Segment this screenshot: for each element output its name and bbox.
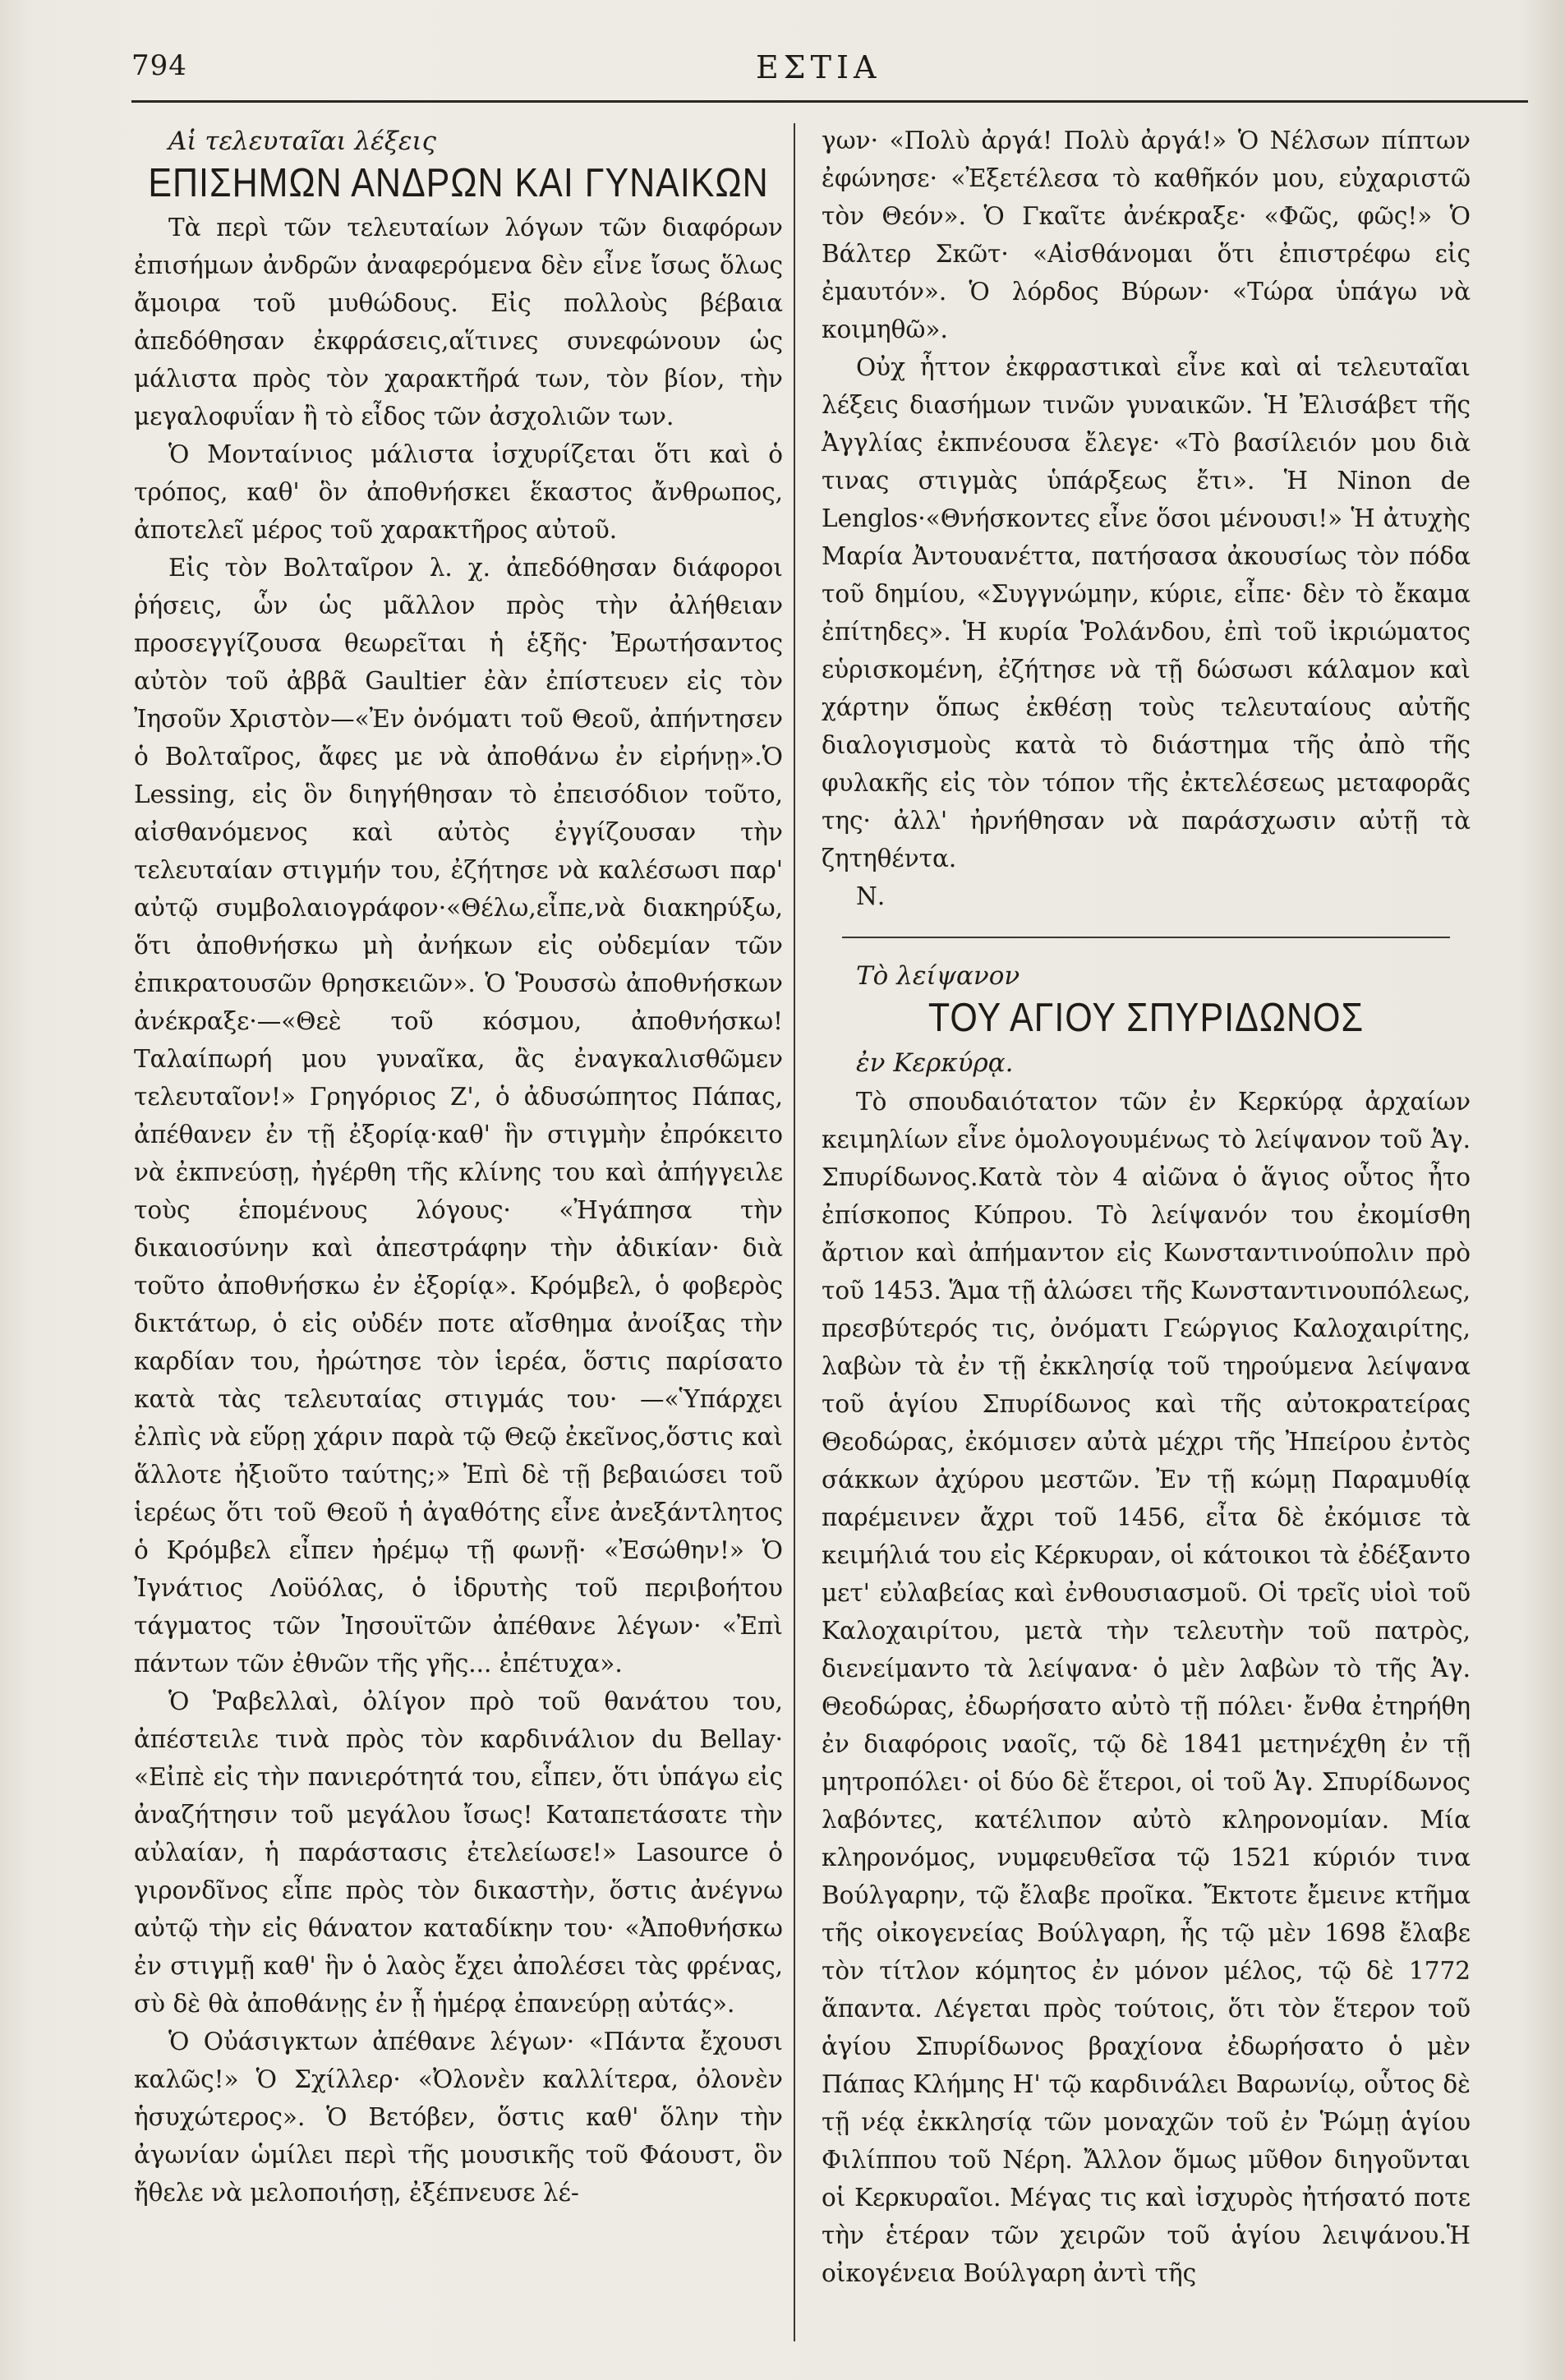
running-title: ΕΣΤΙΑ — [756, 49, 881, 85]
article-separator — [842, 937, 1450, 938]
article-title: ΤΟΥ ΑΓΙΟΥ ΣΠΥΡΙΔΩΝΟΣ — [927, 995, 1365, 1041]
left-column — [134, 122, 783, 2212]
article-paragraph: Τὰ περὶ τῶν τελευταίων λόγων τῶν διαφόρων ἐπισήμων ἀνδρῶν ἀναφερόμενα δὲν εἶνε ἴσως ὅλως ἄμοιρα τοῦ μυθώδους. Εἰς πολλοὺς βέβαια ἀπεδόθησαν ἐκφράσεις,αἵτινες συνεφώνουν ὡς μάλιστα πρὸς τὸν χαρακτῆρά των, τὸν βίον, τὴν μεγαλοφυΐαν ἢ τὸ εἶδος τῶν ἀσχολιῶν των. — [134, 214, 783, 430]
article-paragraph: Οὐχ ἧττον ἐκφραστικαὶ εἶνε καὶ αἱ τελευταῖαι λέξεις διασήμων τινῶν γυναικῶν. Ἡ Ἐλισάβετ τῆς Ἀγγλίας ἐκπνέουσα ἔλεγε· «Τὸ βασίλειόν μου διὰ τινας στιγμὰς ὑπάρξεως ἔτι». Ἡ Ninon de Lenglos·«Θνήσκοντες εἶνε ὅσοι μένουσι!» Ἡ ἀτυχὴς Μαρία Ἀντουανέττα, πατήσασα ἀκουσίως τὸν πόδα τοῦ δημίου, «Συγγνώμην, κύριε, εἶπε· δὲν τὸ ἔκαμα ἐπίτηδες». Ἡ κυρία Ῥολάνδου, ἐπὶ τοῦ ἰκριώματος εὑρισκομένη, ἐζήτησε νὰ τῇ δώσωσι κάλαμον καὶ χάρτην ὅπως ἐκθέσῃ τοὺς τελευταίους αὐτῆς διαλογισμοὺς κατὰ τὸ διάστημα τῆς ἀπὸ τῆς φυλακῆς εἰς τὸν τόπον τῆς ἐκτελέσεως μεταφορᾶς της· ἀλλ' ἠρνήθησαν νὰ παράσχωσιν αὐτῇ τὰ ζητηθέντα. — [822, 353, 1471, 872]
article-paragraph: Ὁ Οὐάσιγκτων ἀπέθανε λέγων· «Πάντα ἔχουσι καλῶς!» Ὁ Σχίλλερ· «Ὀλονὲν καλλίτερα, ὀλονὲν ἡσυχώτερος». Ὁ Βετόβεν, ὅστις καθ' ὅλην τὴν ἀγωνίαν ὡμίλει περὶ τῆς μουσικῆς τοῦ Φάουστ, ὃν ἤθελε νὰ μελοποιήσῃ, ἐξέπνευσε λέ- — [134, 2028, 783, 2207]
page-number: 794 — [131, 49, 187, 82]
header-rule — [131, 100, 1528, 103]
right-column — [822, 122, 1471, 2292]
article-paragraph: Τὸ σπουδαιότατον τῶν ἐν Κερκύρᾳ ἀρχαίων κειμηλίων εἶνε ὁμολογουμένως τὸ λείψανον τοῦ Ἁγ. Σπυρίδωνος.Κατὰ τὸν 4 αἰῶνα ὁ ἅγιος οὗτος ἦτο ἐπίσκοπος Κύπρου. Τὸ λείψανόν του ἐκομίσθη ἄρτιον καὶ ἀπήμαντον εἰς Κωνσταντινούπολιν πρὸ τοῦ 1453. Ἅμα τῇ ἁλώσει τῆς Κωνσταντινουπόλεως, πρεσβύτερός τις, ὀνόματι Γεώργιος Καλοχαιρίτης, λαβὼν τὰ ἐν τῇ ἐκκλησίᾳ τοῦ τηρούμενα λείψανα τοῦ ἁγίου Σπυρίδωνος καὶ τῆς αὐτοκρατείρας Θεοδώρας, ἐκόμισεν αὐτὰ μέχρι τῆς Ἠπείρου ἐντὸς σάκκων ἀχύρου μεστῶν. Ἐν τῇ κώμῃ Παραμυθίᾳ παρέμεινεν ἄχρι τοῦ 1456, εἶτα δὲ ἐκόμισε τὰ κειμήλιά του εἰς Κέρκυραν, οἱ κάτοικοι τὰ ἐδέξαντο μετ' εὐλαβείας καὶ ἐνθουσιασμοῦ. Οἱ τρεῖς υἱοὶ τοῦ Καλοχαιρίτου, μετὰ τὴν τελευτὴν τοῦ πατρὸς, διενείμαντο τὰ λείψανα· ὁ μὲν λαβὼν τὸ τῆς Ἁγ. Θεοδώρας, ἐδωρήσατο αὐτὸ τῇ πόλει· ἔνθα ἐτηρήθη ἐν διαφόροις ναοῖς, τῷ δὲ 1841 μετηνέχθη ἐν τῇ μητροπόλει· οἱ δύο δὲ ἕτεροι, οἱ τοῦ Ἁγ. Σπυρίδωνος λαβόντες, κατέλιπον αὐτὸ κληρονομίαν. Μία κληρονόμος, νυμφευθεῖσα τῷ 1521 κύριόν τινα Βούλγαρην, τῷ ἔλαβε προῖκα. Ἔκτοτε ἔμεινε κτῆμα τῆς οἰκογενείας Βούλγαρη, ἧς τῷ μὲν 1698 ἔλαβε τὸν τίτλον κόμητος ἐν μόνον μέλος, τῷ δὲ 1772 ἅπαντα. Λέγεται πρὸς τούτοις, ὅτι τὸν ἕτερον τοῦ ἁγίου Σπυρίδωνος βραχίονα ἐδωρήσατο ὁ μὲν Πάπας Κλήμης Η' τῷ καρδινάλει Βαρωνίῳ, οὗτος δὲ τῇ νέᾳ ἐκκλησίᾳ τῶν μοναχῶν τοῦ ἐν Ῥώμῃ ἁγίου Φιλίππου τοῦ Νέρη. Ἄλλον ὅμως μῦθον διηγοῦνται οἱ Κερκυραῖοι. Μέγας τις καὶ ἰσχυρὸς ἠτήσατό ποτε τὴν ἑτέραν τῶν χειρῶν τοῦ ἁγίου λειψάνου.Ἡ οἰκογένεια Βούλγαρη ἀντὶ τῆς — [822, 1088, 1471, 2287]
article-paragraph: Ὁ Ῥαβελλαὶ, ὀλίγον πρὸ τοῦ θανάτου του, ἀπέστειλε τινὰ πρὸς τὸν καρδινάλιον du Bellay· «Εἰπὲ εἰς τὴν πανιερότητά του, εἶπεν, ὅτι ὑπάγω εἰς ἀναζήτησιν τοῦ μεγάλου ἴσως! Καταπετάσατε τὴν αὐλαίαν, ἡ παράστασις ἐτελείωσε!» Lasource ὁ γιρονδῖνος εἶπε πρὸς τὸν δικαστὴν, ὅστις ἀνέγνω αὐτῷ τὴν εἰς θάνατον καταδίκην του· «Ἀποθνήσκω ἐν στιγμῇ καθ' ἣν ὁ λαὸς ἔχει ἀπολέσει τὰς φρένας, σὺ δὲ θὰ ἀποθάνῃς ἐν ᾗ ἡμέρᾳ ἐπανεύρῃ αὐτάς». — [134, 1687, 783, 2018]
article-kicker: Τὸ λείψανον — [856, 961, 1020, 991]
page-header — [131, 49, 1462, 99]
column-divider — [794, 123, 795, 2341]
article-subtitle: ἐν Κερκύρᾳ. — [856, 1048, 1014, 1078]
article-kicker: Αἱ τελευταῖαι λέξεις — [168, 127, 436, 156]
article-paragraph-continuation: γων· «Πολὺ ἀργά! Πολὺ ἀργά!» Ὁ Νέλσων πίπτων ἐφώνησε· «Ἐξετέλεσα τὸ καθῆκόν μου, εὐχαριστῶ τὸν Θεόν». Ὁ Γκαῖτε ἀνέκραξε· «Φῶς, φῶς!» Ὁ Βάλτερ Σκῶτ· «Αἰσθάνομαι ὅτι ἐπιστρέφω εἰς ἐμαυτόν». Ὁ λόρδος Βύρων· «Τώρα ὑπάγω νὰ κοιμηθῶ». — [822, 127, 1471, 343]
article-paragraph: Εἰς τὸν Βολταῖρον λ. χ. ἀπεδόθησαν διάφοροι ῥήσεις, ὧν ὡς μᾶλλον πρὸς τὴν ἀλήθειαν προσεγγίζουσα θεωρεῖται ἡ ἑξῆς· Ἐρωτήσαντος αὐτὸν τοῦ ἀββᾶ Gaultier ἐὰν ἐπίστευεν εἰς τὸν Ἰησοῦν Χριστὸν—«Ἐν ὀνόματι τοῦ Θεοῦ, ἀπήντησεν ὁ Βολταῖρος, ἄφες με νὰ ἀποθάνω ἐν εἰρήνῃ».Ὁ Lessing, εἰς ὃν διηγήθησαν τὸ ἐπεισόδιον τοῦτο, αἰσθανόμενος καὶ αὐτὸς ἐγγίζουσαν τὴν τελευταίαν στιγμήν του, ἐζήτησε νὰ καλέσωσι παρ' αὐτῷ συμβολαιογράφον·«Θέλω,εἶπε,νὰ διακηρύξω, ὅτι ἀποθνήσκω μὴ ἀνήκων εἰς οὐδεμίαν τῶν ἐπικρατουσῶν θρησκειῶν». Ὁ Ῥουσσὼ ἀποθνήσκων ἀνέκραξε·—«Θεὲ τοῦ κόσμου, ἀποθνήσκω! Ταλαίπωρή μου γυναῖκα, ἂς ἐναγκαλισθῶμεν τελευταῖον!» Γρηγόριος Ζ', ὁ ἀδυσώπητος Πάπας, ἀπέθανεν ἐν τῇ ἐξορίᾳ·καθ' ἣν στιγμὴν ἐπρόκειτο νὰ ἐκπνεύσῃ, ἠγέρθη τῆς κλίνης του καὶ ἀπήγγειλε τοὺς ἑπομένους λόγους· «Ἠγάπησα τὴν δικαιοσύνην καὶ ἀπεστράφην τὴν ἀδικίαν· διὰ τοῦτο ἀποθνήσκω ἐν ἐξορίᾳ». Κρόμβελ, ὁ φοβερὸς δικτάτωρ, ὁ εἰς οὐδέν ποτε αἴσθημα ἀνοίξας τὴν καρδίαν του, ἠρώτησε τὸν ἱερέα, ὅστις παρίσατο κατὰ τὰς τελευταίας στιγμάς του· —«Ὑπάρχει ἐλπὶς νὰ εὕρῃ χάριν παρὰ τῷ Θεῷ ἐκεῖνος,ὅστις καὶ ἅλλοτε ἠξιοῦτο ταύτης;» Ἐπὶ δὲ τῇ βεβαιώσει τοῦ ἱερέως ὅτι τοῦ Θεοῦ ἡ ἀγαθότης εἶνε ἀνεξάντλητος ὁ Κρόμβελ εἶπεν ἠρέμῳ τῇ φωνῇ· «Ἐσώθην!» Ὁ Ἰγνάτιος Λοϋόλας, ὁ ἱδρυτὴς τοῦ περιβοήτου τάγματος τῶν Ἰησουϊτῶν ἀπέθανε λέγων· «Ἐπὶ πάντων τῶν ἐθνῶν τῆς γῆς... ἐπέτυχα». — [134, 554, 783, 1678]
article-paragraph: Ὁ Μονταίνιος μάλιστα ἰσχυρίζεται ὅτι καὶ ὁ τρόπος, καθ' ὃν ἀποθνήσκει ἕκαστος ἄνθρωπος, ἀποτελεῖ μέρος τοῦ χαρακτῆρος αὐτοῦ. — [134, 440, 783, 544]
article-title: ΕΠΙΣΗΜΩΝ ΑΝΔΡΩΝ ΚΑΙ ΓΥΝΑΙΚΩΝ — [148, 160, 769, 206]
author-signature: Ν. — [856, 882, 886, 910]
